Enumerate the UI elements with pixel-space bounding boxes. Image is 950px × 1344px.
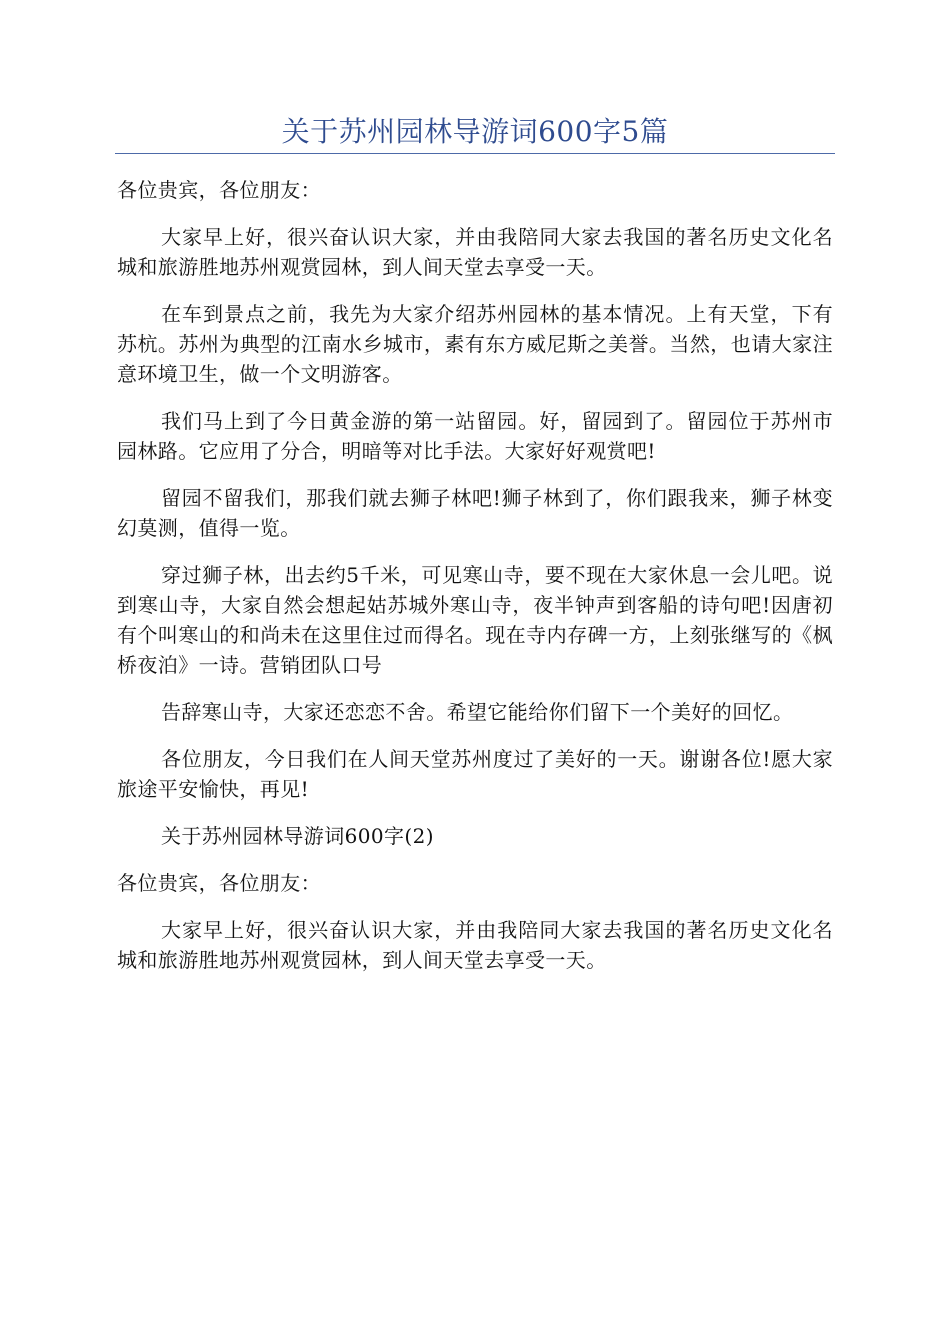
paragraph-6: 穿过狮子林，出去约5千米，可见寒山寺，要不现在大家休息一会儿吧。说到寒山寺，大家自然会想起姑苏城外寒山寺，夜半钟声到客船的诗句吧!因唐初有个叫寒山的和尚未在这里住过而得名。现在寺内存碑一方，上刻张继写的《枫桥夜泊》一诗。营销团队口号	[117, 563, 833, 677]
paragraph-11: 大家早上好，很兴奋认识大家，并由我陪同大家去我国的著名历史文化名城和旅游胜地苏州观赏园林，到人间天堂去享受一天。	[117, 918, 833, 972]
paragraph-7: 告辞寒山寺，大家还恋恋不舍。希望它能给你们留下一个美好的回忆。	[161, 700, 794, 724]
paragraph-3: 在车到景点之前，我先为大家介绍苏州园林的基本情况。上有天堂，下有苏杭。苏州为典型的江南水乡城市，素有东方威尼斯之美誉。当然，也请大家注意环境卫生，做一个文明游客。	[117, 302, 833, 386]
paragraph-2: 大家早上好，很兴奋认识大家，并由我陪同大家去我国的著名历史文化名城和旅游胜地苏州观赏园林，到人间天堂去享受一天。	[117, 225, 833, 279]
paragraph-8: 各位朋友，今日我们在人间天堂苏州度过了美好的一天。谢谢各位!愿大家旅途平安愉快，再见!	[117, 747, 833, 801]
paragraph-4: 我们马上到了今日黄金游的第一站留园。好，留园到了。留园位于苏州市园林路。它应用了分合，明暗等对比手法。大家好好观赏吧!	[117, 409, 833, 463]
section-heading-2: 关于苏州园林导游词600字(2)	[161, 824, 434, 848]
document-title: 关于苏州园林导游词600字5篇	[281, 115, 669, 148]
title-underline	[115, 153, 835, 154]
paragraph-10: 各位贵宾，各位朋友：	[117, 871, 321, 895]
document-body	[117, 175, 833, 992]
paragraph-1: 各位贵宾，各位朋友：	[117, 178, 321, 202]
paragraph-5: 留园不留我们，那我们就去狮子林吧!狮子林到了，你们跟我来，狮子林变幻莫测，值得一览。	[117, 486, 833, 540]
